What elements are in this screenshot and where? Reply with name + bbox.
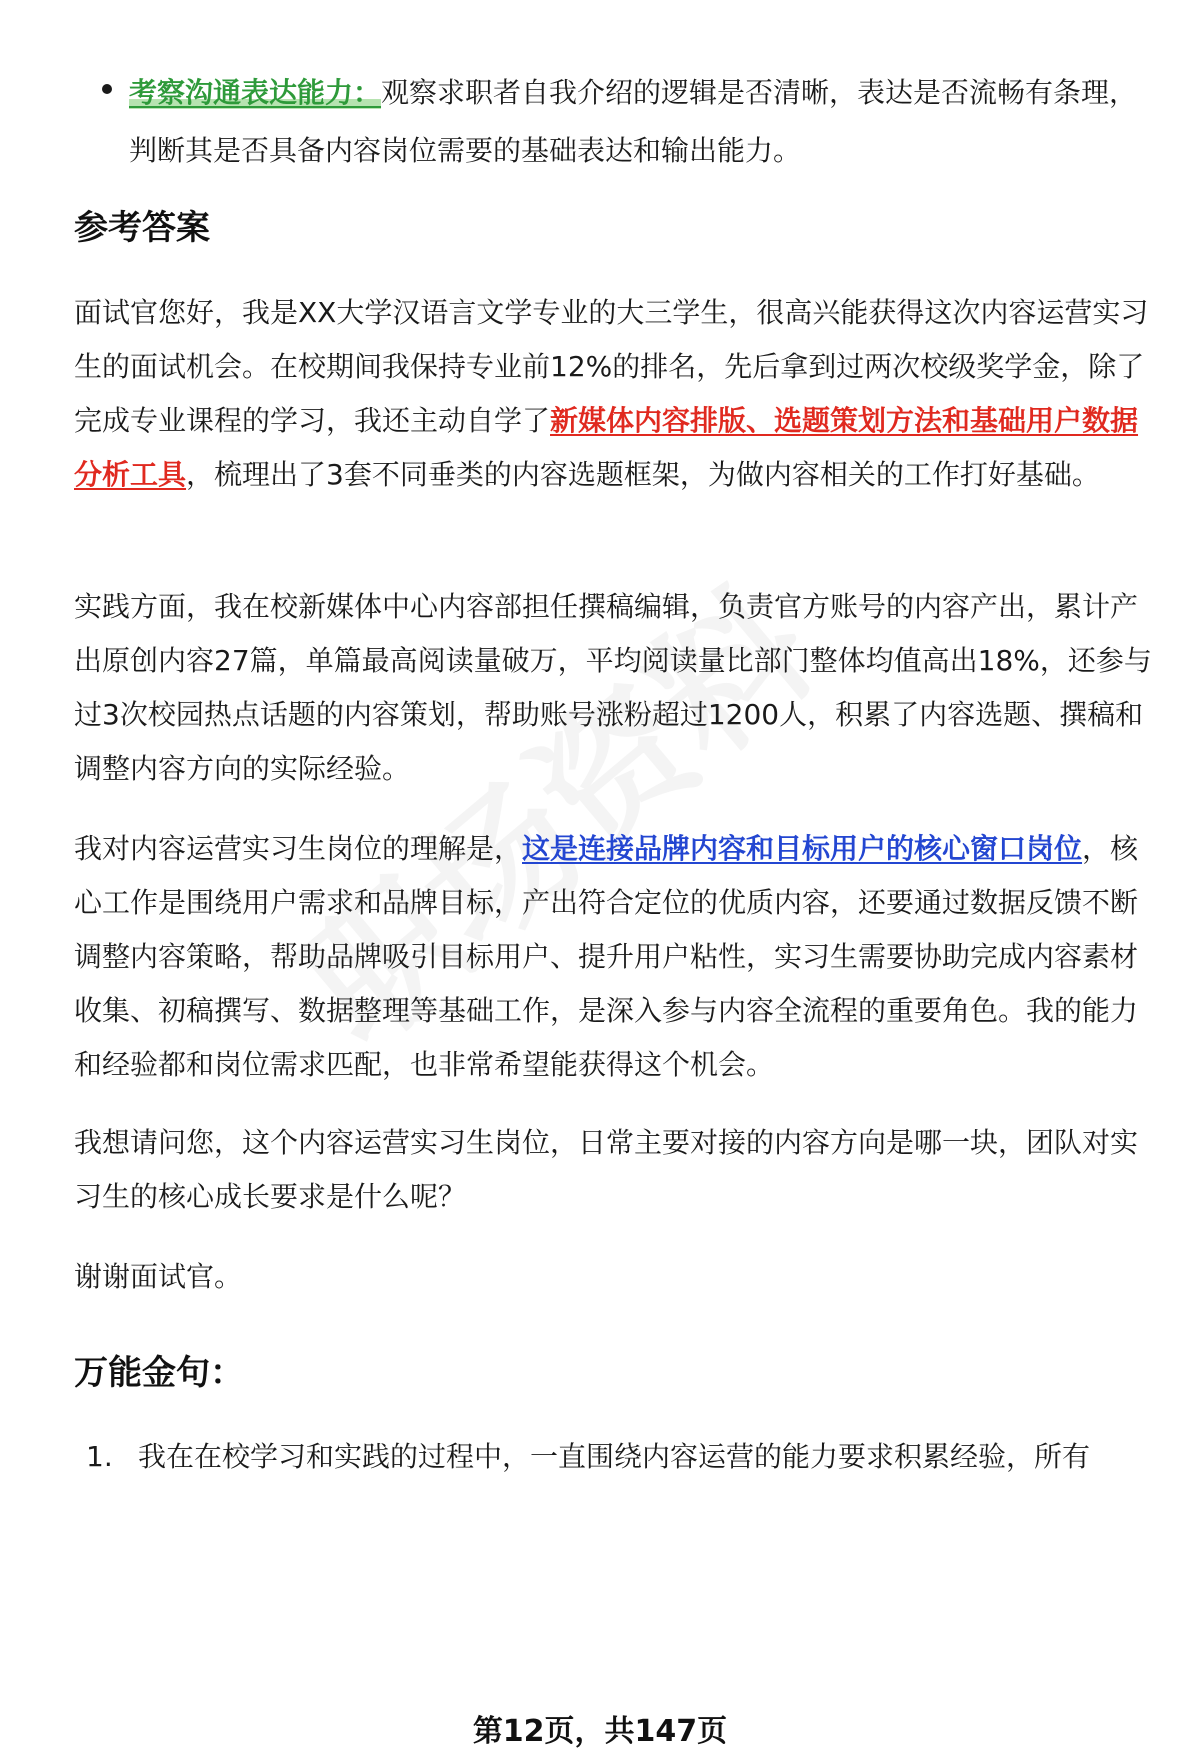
bullet-text: [129, 64, 1139, 180]
p3-text-after: ，核心工作是围绕用户需求和品牌目标，产出符合定位的优质内容，还要通过数据反馈不断调整内容策略，帮助品牌吸引目标用户、提升用户粘性，实习生需要协助完成内容素材收集、初稿撰写、数据整理等基础工作，是深入参与内容全流程的重要角色。我的能力和经验都和岗位需求匹配，也非常希望能获得这个机会。: [74, 832, 1139, 1081]
numbered-item-1: [74, 1430, 1164, 1484]
answer-paragraph-4: 我想请问您，这个内容运营实习生岗位，日常主要对接的内容方向是哪一块，团队对实习生的核心成长要求是什么呢？: [74, 1126, 1139, 1213]
item-text: 我在在校学习和实践的过程中，一直围绕内容运营的能力要求积累经验，所有: [138, 1440, 1091, 1473]
p1-text-after: ，梳理出了3套不同垂类的内容选题框架，为做内容相关的工作打好基础。: [186, 458, 1100, 491]
p1-highlight: 新媒体内容排版、选题策划方法和基础用户数据分析工具: [74, 404, 1139, 491]
page-footer: 第12页，共147页: [472, 1714, 728, 1749]
answer-paragraph-2: 实践方面，我在校新媒体中心内容部担任撰稿编辑，负责官方账号的内容产出，累计产出原创内容27篇，单篇最高阅读量破万，平均阅读量比部门整体均值高出18%，还参与过3次校园热点话题的内容策划，帮助账号涨粉超过1200人，积累了内容选题、撰稿和调整内容方向的实际经验。: [74, 590, 1152, 785]
answer-paragraph-5: 谢谢面试官。: [74, 1260, 243, 1293]
bullet-item: [74, 64, 1154, 180]
p1-text-before: 面试官您好，我是XX大学汉语言文学专业的大三学生，很高兴能获得这次内容运营实习生的面试机会。在校期间我保持专业前12%的排名，先后拿到过两次校级奖学金，除了完成专业课程的学习，我还主动自学了: [74, 296, 1149, 437]
bullet-body: 观察求职者自我介绍的逻辑是否清晰，表达是否流畅有条理，判断其是否具备内容岗位需要的基础表达和输出能力。: [129, 76, 1138, 167]
bullet-dot-icon: [102, 84, 112, 94]
answer-paragraph-3: [74, 822, 1164, 1092]
item-number: 1.: [86, 1440, 113, 1473]
p3-highlight: 这是连接品牌内容和目标用户的核心窗口岗位: [522, 832, 1083, 865]
section-title-answer: 参考答案: [74, 208, 210, 248]
bullet-label: 考察沟通表达能力：: [129, 76, 382, 109]
section-title-golden: 万能金句：: [74, 1353, 244, 1393]
answer-paragraph-1: [74, 286, 1164, 502]
p3-text-before: 我对内容运营实习生岗位的理解是，: [74, 832, 523, 865]
